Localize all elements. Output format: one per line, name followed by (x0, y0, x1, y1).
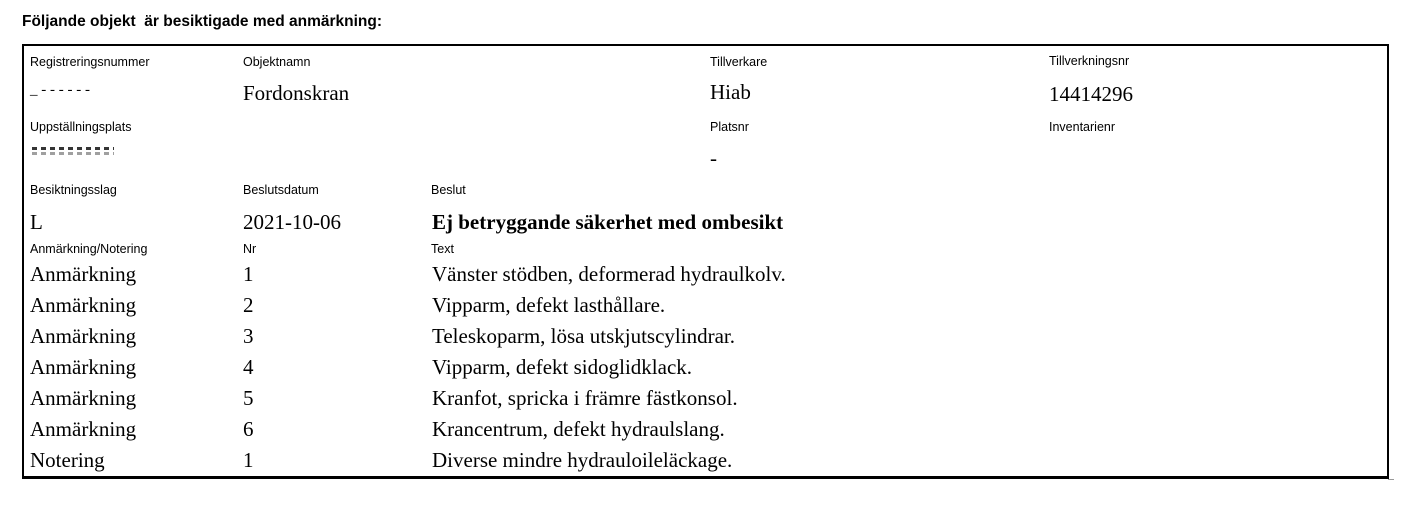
row-nr: 1 (243, 448, 254, 472)
row-nr: 5 (243, 386, 254, 410)
row-type: Anmärkning (30, 293, 137, 317)
label-registreringsnummer: Registreringsnummer (30, 55, 150, 69)
row-type: Anmärkning (30, 417, 137, 441)
row-type: Anmärkning (30, 386, 137, 410)
row-text: Vipparm, defekt lasthållare. (432, 293, 666, 317)
redacted-uppstallningsplats (32, 147, 114, 150)
row-text: Vipparm, defekt sidoglidklack. (432, 355, 693, 379)
row-nr: 3 (243, 324, 254, 348)
label-tillverkningsnr: Tillverkningsnr (1049, 54, 1130, 68)
row-text: Diverse mindre hydrauloileläckage. (432, 448, 733, 472)
row-nr: 2 (243, 293, 254, 317)
redacted-uppstallningsplats-shadow (32, 152, 114, 155)
row-text: Teleskoparm, lösa utskjutscylindrar. (432, 324, 735, 348)
page-edge-mark (1388, 479, 1394, 480)
label-beslut: Beslut (431, 183, 466, 197)
inspection-object-box (22, 44, 1389, 479)
value-beslut: Ej betryggande säkerhet med ombesikt (432, 210, 784, 234)
label-platsnr: Platsnr (710, 120, 749, 134)
value-besiktningsslag: L (30, 210, 43, 234)
row-nr: 1 (243, 262, 254, 286)
label-inventariennr: Inventarienr (1049, 120, 1116, 134)
label-besiktningsslag: Besiktningsslag (30, 183, 117, 197)
row-text: Kranfot, spricka i främre fästkonsol. (432, 386, 738, 410)
row-text: Vänster stödben, deformerad hydraulkolv. (432, 262, 786, 286)
value-registreringsnummer: _ - - - - - - (30, 82, 90, 98)
row-type: Anmärkning (30, 324, 137, 348)
row-nr: 4 (243, 355, 254, 379)
value-beslutsdatum: 2021-10-06 (243, 210, 341, 234)
row-nr: 6 (243, 417, 254, 441)
value-tillverkare: Hiab (710, 80, 751, 104)
label-tillverkare: Tillverkare (710, 55, 768, 69)
col-header-text: Text (431, 242, 454, 256)
value-objektnamn: Fordonskran (243, 81, 350, 105)
row-type: Anmärkning (30, 262, 137, 286)
row-type: Notering (30, 448, 105, 472)
page-heading: Följande objekt är besiktigade med anmärkning: (22, 13, 383, 30)
label-uppstallningsplats: Uppställningsplats (30, 120, 132, 134)
row-type: Anmärkning (30, 355, 137, 379)
col-header-nr: Nr (243, 242, 257, 256)
value-tillverkningsnr: 14414296 (1049, 82, 1133, 106)
value-platsnr: - (710, 146, 717, 170)
label-objektnamn: Objektnamn (243, 55, 311, 69)
col-header-anmarkning-notering: Anmärkning/Notering (30, 242, 148, 256)
row-text: Krancentrum, defekt hydraulslang. (432, 417, 725, 441)
label-beslutsdatum: Beslutsdatum (243, 183, 319, 197)
